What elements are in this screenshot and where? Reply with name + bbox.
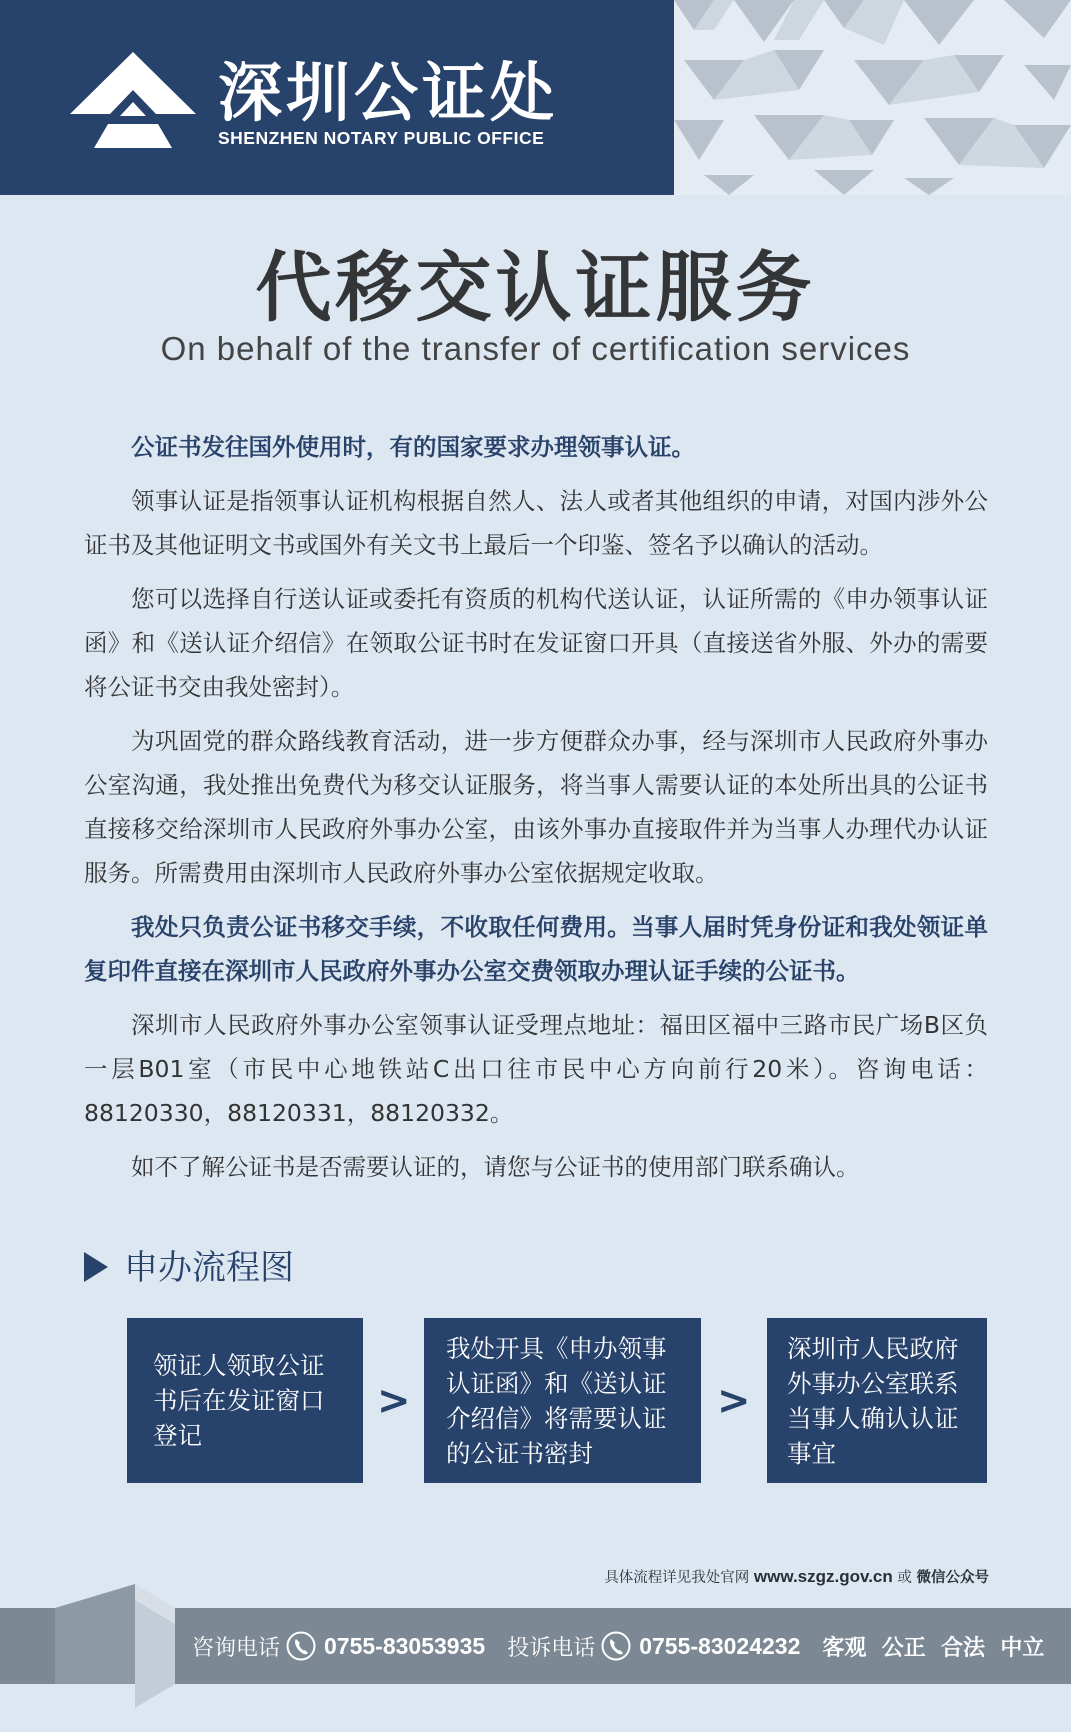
process-step-1 [127,1318,363,1483]
complaint-label: 投诉电话 [507,1635,596,1661]
process-step-2 [424,1318,701,1483]
complaint-phone[interactable]: 0755-83024232 [639,1632,801,1659]
header [0,0,1071,195]
header-pattern [674,0,1071,195]
website-prefix: 具体流程详见我处官网 [604,1570,750,1586]
consult-phone[interactable]: 0755-83053935 [324,1632,486,1659]
notary-logo-icon [70,52,196,148]
website-or: 或 [897,1570,912,1586]
process-heading [84,1240,294,1289]
chevron-right-icon: > [717,1378,751,1424]
process-heading-label: 申办流程图 [124,1248,294,1288]
page-title: 代移交认证服务 [255,243,816,332]
chevron-right-icon: > [377,1378,411,1424]
process-step-3-text: 深圳市人民政府外事办公室联系当事人确认认证事宜 [787,1333,959,1468]
paragraph-7: 如不了解公证书是否需要认证的，请您与公证书的使用部门联系确认。 [131,1153,860,1181]
paragraph-4: 为巩固党的群众路线教育活动，进一步方便群众办事，经与深圳市人民政府外事办公室沟通，我处推出免费代为移交认证服务，将当事人需要认证的本处所出具的公证书直接移交给深圳市人民政府外事办公室，由该外事办直接取件并为当事人办理代办认证服务。所需费用由深圳市人民政府外事办公室依据规定收取。 [84,727,988,887]
process-step-2-text: 我处开具《申办领事认证函》和《送认证介绍信》将需要认证的公证书密封 [446,1333,667,1468]
process-step-3 [767,1318,987,1483]
paragraph-5: 我处只负责公证书移交手续，不收取任何费用。当事人届时凭身份证和我处领证单复印件直接在深圳市人民政府外事办公室交费领取办理认证手续的公证书。 [84,913,988,985]
website-note [604,1566,989,1587]
footer-fold-decoration [0,1584,175,1708]
brand-name-en: SHENZHEN NOTARY PUBLIC OFFICE [218,128,545,148]
brand-name-cn: 深圳公证处 [218,57,558,131]
website-url[interactable]: www.szgz.gov.cn [753,1567,893,1586]
footer-contact [192,1608,1044,1684]
triangle-pattern-decoration [674,0,1071,195]
consult-label: 咨询电话 [192,1635,281,1661]
phone-icon [286,1631,316,1661]
paragraph-6: 深圳市人民政府外事办公室领事认证受理点地址：福田区福中三路市民广场B区负一层B01室（市民中心地铁站C出口往市民中心方向前行20米）。咨询电话：88120330，88120331，88120332。 [84,1011,988,1127]
paragraph-2: 领事认证是指领事认证机构根据自然人、法人或者其他组织的申请，对国内涉外公证书及其他证明文书或国外有关文书上最后一个印鉴、签名予以确认的活动。 [84,487,988,559]
paragraph-1: 公证书发往国外使用时，有的国家要求办理领事认证。 [131,433,695,461]
body-text [84,425,988,1199]
header-brand-panel [0,0,674,195]
phone-icon [601,1631,631,1661]
wechat-label: 微信公众号 [916,1570,989,1586]
triangle-bullet-icon [84,1252,108,1282]
process-step-1-text: 领证人领取公证书后在发证窗口登记 [153,1351,325,1450]
page-subtitle: On behalf of the transfer of certification services [160,330,911,367]
footer-motto: 客观 公正 合法 中立 [822,1635,1045,1661]
paragraph-3: 您可以选择自行送认证或委托有资质的机构代送认证，认证所需的《申办领事认证函》和《送认证介绍信》在领取公证书时在发证窗口开具（直接送省外服、外办的需要将公证书交由我处密封）。 [84,585,988,701]
